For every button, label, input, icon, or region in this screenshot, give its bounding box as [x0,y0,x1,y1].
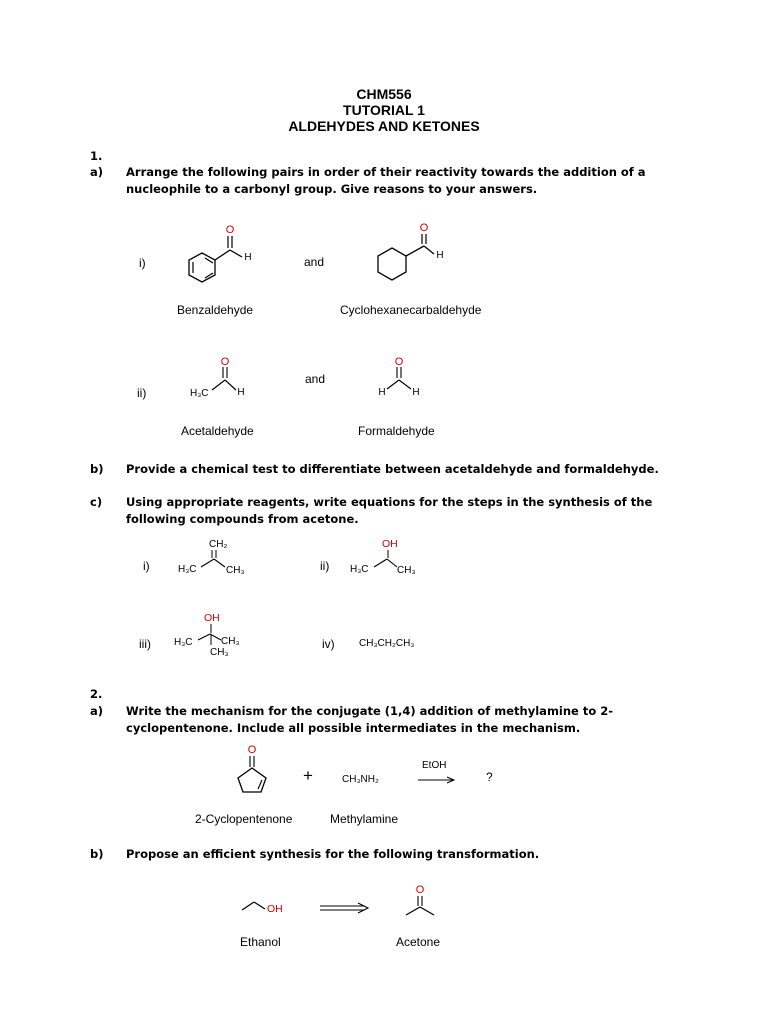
pair-ii-label: ii) [137,386,147,400]
acetone-name: Acetone [396,935,441,949]
methyl-group: H₃C [190,388,209,399]
question-2b-letter: b) [90,847,104,861]
cyclohexanecarbaldehyde-name: Cyclohexanecarbaldehyde [340,303,482,317]
cyclohexanecarbaldehyde-structure [370,220,460,290]
question-2a-letter: a) [90,704,104,718]
question-2-number: 2. [90,687,103,701]
propane-formula: CH₃CH₂CH₃ [359,638,415,649]
methylamine-formula: CH₃NH₂ [342,774,379,785]
benzaldehyde-structure [180,220,270,290]
item-c-iv-label: iv) [322,637,335,651]
hydroxyl-group: OH [382,538,398,550]
question-2b-text: Propose an efficient synthesis for the following transformation. [126,847,540,861]
acetaldehyde-name: Acetaldehyde [181,424,254,438]
tert-butanol-structure [173,607,263,662]
formaldehyde-name: Formaldehyde [358,424,435,438]
hydrogen-atom: H [244,252,252,263]
question-1a-letter: a) [90,165,104,179]
hydroxyl-group: OH [204,612,220,624]
hydrogen-atom: H [237,387,245,398]
topic-title: ALDEHYDES AND KETONES [288,118,480,134]
acetone-structure [402,882,442,918]
methyl-group: CH₃ [210,647,229,658]
methylene-group: CH₂ [209,539,228,550]
pair-ii-and: and [305,372,326,386]
oxygen-atom: O [247,744,257,756]
oxygen-atom: O [419,222,429,234]
question-1b-text: Provide a chemical test to differentiate between acetaldehyde and formaldehyde. [126,462,659,476]
tutorial-title: TUTORIAL 1 [343,102,425,118]
cyclopentenone-name: 2-Cyclopentenone [195,812,293,826]
item-c-i-label: i) [143,559,150,573]
methyl-group: H₃C [174,637,193,648]
oxygen-atom: O [415,884,425,896]
methyl-group: CH₃ [226,565,245,576]
hydrogen-atom: H [436,250,444,261]
benzaldehyde-name: Benzaldehyde [177,303,254,317]
item-c-ii-label: ii) [320,559,330,573]
plus-sign: + [303,766,313,785]
methyl-group: CH₃ [397,565,416,576]
hydrogen-atom: H [378,387,386,398]
ethanol-structure [240,898,300,918]
course-code: CHM556 [356,86,412,102]
question-1-number: 1. [90,149,103,163]
methyl-group: H₃C [178,564,197,575]
question-1c-letter: c) [90,495,103,509]
pair-i-and: and [304,255,325,269]
methylamine-name: Methylamine [330,812,399,826]
oxygen-atom: O [394,356,404,368]
product-unknown: ? [486,770,493,784]
question-1c-text: Using appropriate reagents, write equations for the steps in the synthesis of the following compounds from acetone. [126,495,653,526]
propene-2-methyl-structure [176,535,256,580]
question-1a-text: Arrange the following pairs in order of their reactivity towards the addition of a nucleophile to a carbonyl group. Give reasons to your answers. [126,165,646,196]
methyl-group: H₃C [350,564,369,575]
oxygen-atom: O [220,356,230,368]
hydrogen-atom: H [412,387,420,398]
question-1b-letter: b) [90,462,104,476]
ethanol-name: Ethanol [240,935,281,949]
item-c-iii-label: iii) [139,637,151,651]
acetaldehyde-structure [188,356,268,406]
multistep-arrow [320,902,372,916]
formaldehyde-structure [372,356,432,406]
question-2a-text: Write the mechanism for the conjugate (1,4) addition of methylamine to 2-cyclopentenone. Include all possible intermediates in the mechanism. [126,704,614,735]
solvent-label: EtOH [422,760,447,771]
hydroxyl-group: OH [267,903,283,915]
methyl-group: CH₃ [221,636,240,647]
oxygen-atom: O [225,224,235,236]
reaction-arrow [418,774,458,786]
cyclopentenone-structure [228,742,278,797]
isopropanol-structure [350,535,430,580]
pair-i-label: i) [139,256,146,270]
